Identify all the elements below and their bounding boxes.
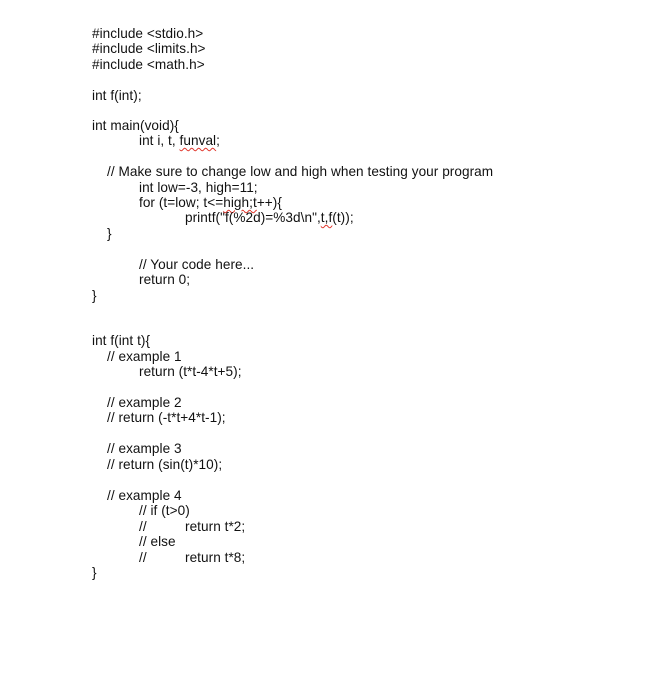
comment-example-3: // example 3 <box>107 441 182 456</box>
f-signature: int f(int t){ <box>92 333 151 348</box>
comment-example-2: // example 2 <box>107 395 182 410</box>
printf-statement <box>185 210 354 226</box>
return-example-2: // return (-t*t+4*t-1); <box>107 410 226 425</box>
spellcheck-word-tf: t,f <box>320 210 333 225</box>
main-signature: int main(void){ <box>92 118 179 133</box>
declaration-suffix: ; <box>216 133 220 148</box>
declaration-prefix: int i, t, <box>139 133 180 148</box>
comment-make-sure: // Make sure to change low and high when testing your program <box>107 164 494 179</box>
for-loop-header <box>139 195 282 211</box>
else-comment: // else <box>139 534 176 549</box>
return-negative-slashes: // <box>139 550 147 565</box>
return-positive: return t*2; <box>185 519 246 534</box>
return-example-1: return (t*t-4*t+5); <box>139 364 242 379</box>
function-prototype: int f(int); <box>92 88 142 103</box>
include-math: #include <math.h> <box>92 57 205 72</box>
spellcheck-word-high: high;t <box>223 195 257 210</box>
return-negative: return t*8; <box>185 550 246 565</box>
for-suffix: ++){ <box>256 195 282 210</box>
for-prefix: for (t=low; t<= <box>139 195 224 210</box>
comment-example-1: // example 1 <box>107 349 182 364</box>
comment-example-4: // example 4 <box>107 488 182 503</box>
variable-declaration <box>139 133 220 149</box>
for-loop-close: } <box>107 226 112 241</box>
low-high-declaration: int low=-3, high=11; <box>139 180 258 195</box>
if-condition-comment: // if (t>0) <box>139 503 190 518</box>
return-zero: return 0; <box>139 272 191 287</box>
printf-prefix: printf("f(%2d)=%3d\n", <box>185 210 321 225</box>
main-close: } <box>92 288 97 303</box>
spellcheck-word-funval: funval <box>179 133 217 148</box>
printf-suffix: (t)); <box>332 210 354 225</box>
comment-your-code: // Your code here... <box>139 257 255 272</box>
include-limits: #include <limits.h> <box>92 41 206 56</box>
include-stdio: #include <stdio.h> <box>92 26 204 41</box>
f-close: } <box>92 565 97 580</box>
return-example-3: // return (sin(t)*10); <box>107 457 223 472</box>
return-positive-slashes: // <box>139 519 147 534</box>
